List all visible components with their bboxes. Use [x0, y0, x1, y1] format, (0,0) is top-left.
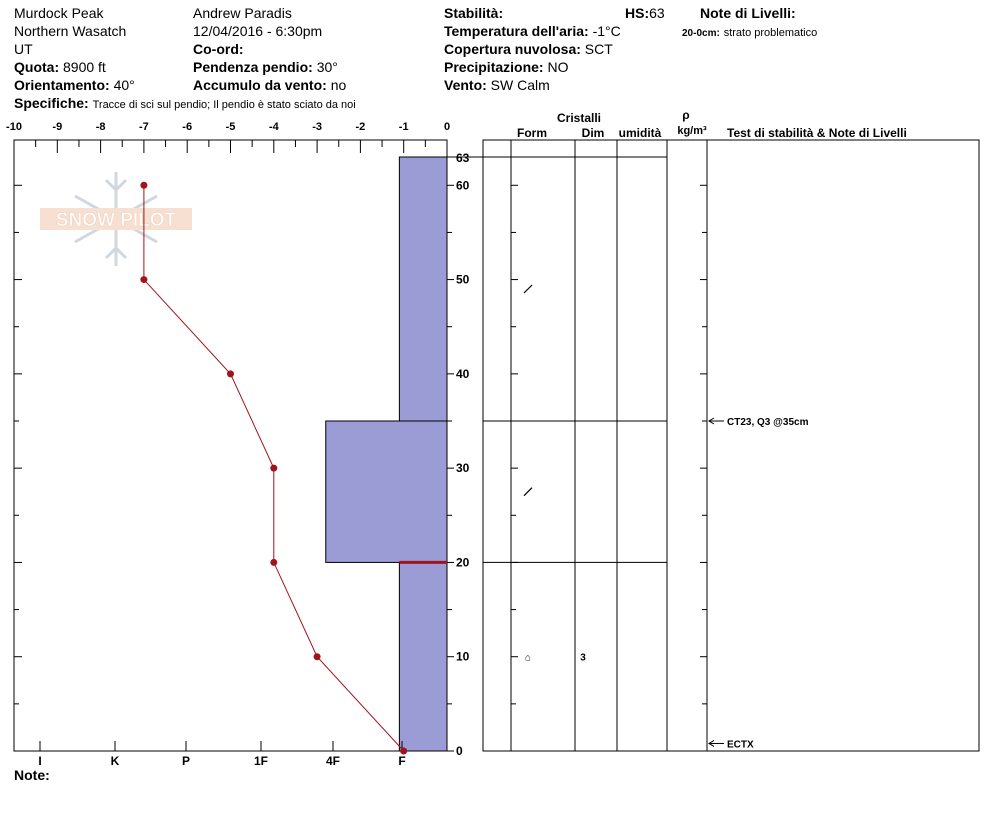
layer-note-depth: 20-0cm: [682, 28, 720, 39]
hardness-label: F [398, 754, 406, 768]
form-header: Form [517, 126, 547, 140]
elevation-value: 8900 ft [63, 59, 106, 75]
test-result: CT23, Q3 @35cm [727, 417, 809, 428]
temperature-point [140, 276, 147, 283]
hs-label: HS: [625, 5, 650, 21]
wind-load-value: no [330, 77, 347, 93]
hardness-label: K [110, 754, 120, 768]
temp-tick-label: -9 [52, 121, 63, 133]
aspect-label: Orientamento: [14, 77, 110, 93]
temp-tick-label: -6 [182, 121, 193, 133]
depth-tick-label: 10 [456, 649, 470, 664]
precip-label: Precipitazione: [444, 59, 544, 75]
hardness-bar-2 [399, 562, 447, 751]
temperature-point [227, 370, 234, 377]
tests-header: Test di stabilità & Note di Livelli [727, 126, 907, 140]
depth-tick-label: 40 [456, 366, 470, 381]
sky-value: SCT [584, 41, 613, 57]
air-temp-label: Temperatura dell'aria: [444, 23, 589, 39]
temp-tick-label: -4 [268, 121, 279, 133]
specifics-label: Specifiche: [14, 95, 89, 111]
temperature-axis [6, 121, 450, 153]
state: UT [14, 41, 33, 57]
crystal-form-slash [524, 285, 532, 293]
moisture-header: umidità [618, 126, 662, 140]
hardness-bar-0 [399, 157, 447, 421]
aspect-value: 40° [113, 77, 135, 93]
hardness-label: 1F [253, 754, 269, 768]
snowpilot-logo [40, 172, 192, 266]
temp-tick-label: -1 [398, 121, 409, 133]
air-temp-value: -1°C [592, 23, 621, 39]
depth-tick-label: 50 [456, 272, 470, 287]
layer-table-frame [483, 140, 979, 751]
wind-load-label: Accumulo da vento: [193, 77, 327, 93]
depth-tick-label: 60 [456, 178, 470, 193]
density-symbol: ρ [682, 108, 690, 122]
temperature-point [270, 559, 277, 566]
hardness-label: I [38, 754, 42, 768]
layer-notes-title: Note di Livelli: [700, 5, 796, 21]
crystal-dim: 3 [580, 652, 586, 664]
slope-label: Pendenza pendio: [193, 59, 313, 75]
hardness-bar-1 [326, 421, 447, 562]
wind-value: SW Calm [490, 77, 550, 93]
slope-value: 30° [316, 59, 338, 75]
temp-tick-label: -10 [6, 121, 22, 133]
temp-tick-label: -8 [95, 121, 106, 133]
layer-note-text: strato problematico [723, 27, 818, 39]
depth-top-label: 63 [456, 151, 470, 165]
sky-label: Copertura nuvolosa: [444, 41, 581, 57]
test-result: ECTX [727, 739, 754, 751]
hardness-label: P [181, 754, 191, 768]
hardness-label: 4F [325, 754, 341, 768]
depth-tick-label: 0 [456, 744, 463, 758]
density-header: kg/m³ [677, 125, 707, 137]
logo-text: SNOW PILOT [55, 210, 177, 231]
depth-tick-label: 20 [456, 555, 470, 570]
crystals-header: Cristalli [556, 111, 602, 125]
stability-label: Stabilità: [444, 5, 504, 21]
temp-tick-label: -2 [355, 121, 366, 133]
coord-label: Co-ord: [193, 41, 244, 57]
temperature-point [270, 465, 277, 472]
elevation-label: Quota: [14, 59, 60, 75]
dim-header: Dim [581, 126, 605, 140]
temp-tick-label: -3 [312, 121, 322, 133]
hs-value: 63 [649, 5, 665, 21]
note-label: Note: [14, 767, 50, 783]
temp-tick-label: 0 [443, 121, 451, 133]
layer-table [483, 108, 907, 751]
temperature-point [314, 653, 321, 660]
hardness-bars [326, 157, 447, 751]
mountain-range: Northern Wasatch [14, 23, 127, 39]
location-name: Murdock Peak [14, 5, 104, 21]
temperature-point [400, 748, 407, 755]
date-time: 12/04/2016 - 6:30pm [193, 23, 323, 39]
observer: Andrew Paradis [193, 5, 292, 21]
temp-tick-label: -5 [225, 121, 236, 133]
depth-tick-label: 30 [456, 461, 470, 476]
specifics-value: Tracce di sci sul pendio; Il pendio è stato sciato da noi [92, 99, 356, 111]
temp-tick-label: -7 [139, 121, 149, 133]
hardness-axis [38, 741, 405, 768]
crystal-form-slash [524, 488, 532, 496]
crystal-form-symbol: ⌂ [524, 652, 532, 664]
precip-value: NO [547, 59, 569, 75]
temperature-point [140, 182, 147, 189]
wind-label: Vento: [444, 77, 487, 93]
